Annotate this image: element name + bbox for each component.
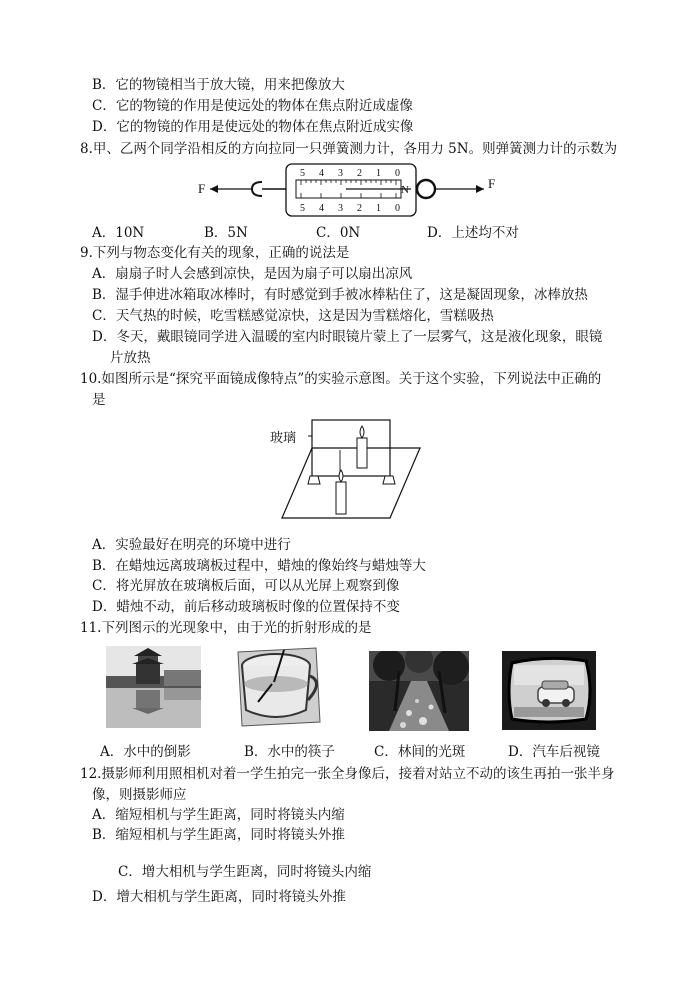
table-plane [282, 448, 420, 518]
q9-option-b: B．湿手伸进冰箱取冰棒时，有时感觉到手被冰棒粘住了，这是凝固现象，冰棒放热 [92, 287, 588, 303]
photo-forest-light-spots [369, 651, 469, 731]
scale-numbers-top: 5 4 3 2 1 0 [300, 168, 400, 179]
q10-stem-line1: 10.如图所示是“探究平面镜成像特点”的实验示意图。关于这个实验，下列说法中正确的 [80, 371, 602, 387]
photo-water-reflection [106, 646, 201, 728]
ring-icon [417, 180, 435, 198]
q8-option-c: C．0N [316, 225, 361, 241]
q7-option-b: B．它的物镜相当于放大镜，用来把像放大 [92, 77, 345, 93]
candle [336, 482, 346, 514]
q12-option-d: D．增大相机与学生距离，同时将镜头外推 [92, 889, 346, 905]
q7-option-c: C．它的物镜的作用是使远处的物体在焦点附近成虚像 [92, 98, 413, 114]
q11-option-b: B．水中的筷子 [244, 744, 335, 760]
q12-option-a: A．缩短相机与学生距离，同时将镜头内缩 [92, 807, 345, 823]
q10-option-c: C．将光屏放在玻璃板后面，可以从光屏上观察到像 [92, 578, 400, 594]
scale-numbers-bottom: 5 4 3 2 1 0 [300, 203, 400, 214]
glass-label: 玻璃 [270, 430, 297, 445]
q12-stem-line2: 像，则摄影师应 [92, 787, 187, 803]
scale-unit: N [401, 184, 409, 196]
force-right-arrowhead [476, 185, 484, 193]
q9-stem: 9.下列与物态变化有关的现象，正确的说法是 [80, 245, 350, 261]
q10-stem-line2: 是 [92, 392, 106, 408]
candle-flame [339, 470, 343, 482]
q10-option-b: B．在蜡烛远离玻璃板过程中，蜡烛的像始终与蜡烛等大 [92, 558, 426, 574]
spring-scale-figure [196, 160, 506, 220]
force-right-label: F [488, 176, 496, 191]
q7-option-d: D．它的物镜的作用是使远处的物体在焦点附近成实像 [92, 119, 414, 135]
q8-option-b: B．5N [204, 225, 248, 241]
q10-option-a: A．实验最好在明亮的环境中进行 [92, 537, 291, 553]
q10-option-d: D．蜡烛不动，前后移动玻璃板时像的位置保持不变 [92, 599, 400, 615]
glass-stand-left [308, 476, 320, 484]
candle-image [357, 438, 367, 468]
q12-option-b: B．缩短相机与学生距离，同时将镜头外推 [92, 827, 345, 843]
candle-image-flame [360, 426, 364, 438]
q11-option-a: A．水中的倒影 [100, 744, 191, 760]
q11-stem: 11.下列图示的光现象中，由于光的折射形成的是 [80, 620, 372, 636]
q9-option-a: A．扇扇子时人会感到凉快，是因为扇子可以扇出凉风 [92, 266, 413, 282]
photo-car-rearview-mirror [502, 651, 596, 730]
q8-option-d: D．上述均不对 [427, 225, 519, 241]
q9-option-d-line1: D．冬天，戴眼镜同学进入温暖的室内时眼镜片蒙上了一层雾气，这是液化现象，眼镜 [92, 329, 603, 345]
q11-option-d: D．汽车后视镜 [508, 744, 600, 760]
force-left-arrowhead [210, 185, 218, 193]
q11-option-c: C．林间的光斑 [374, 744, 466, 760]
glass-stand-right [383, 476, 395, 484]
q12-option-c: C．增大相机与学生距离，同时将镜头内缩 [118, 864, 372, 880]
force-left-label: F [198, 181, 206, 196]
photo-chopsticks-in-water [234, 646, 322, 728]
q9-option-d-line2: 片放热 [110, 350, 151, 366]
q8-option-a: A．10N [92, 225, 145, 241]
plane-mirror-figure [268, 412, 430, 524]
hook-icon [252, 182, 262, 196]
q8-stem: 8.甲、乙两个同学沿相反的方向拉同一只弹簧测力计，各用力 5N。则弹簧测力计的示数为 [80, 141, 618, 157]
q12-stem-line1: 12.摄影师利用照相机对着一学生拍完一张全身像后，接着对站立不动的该生再拍一张半身 [80, 766, 615, 782]
q9-option-c: C．天气热的时候，吃雪糕感觉凉快，这是因为雪糕熔化，雪糕吸热 [92, 308, 494, 324]
